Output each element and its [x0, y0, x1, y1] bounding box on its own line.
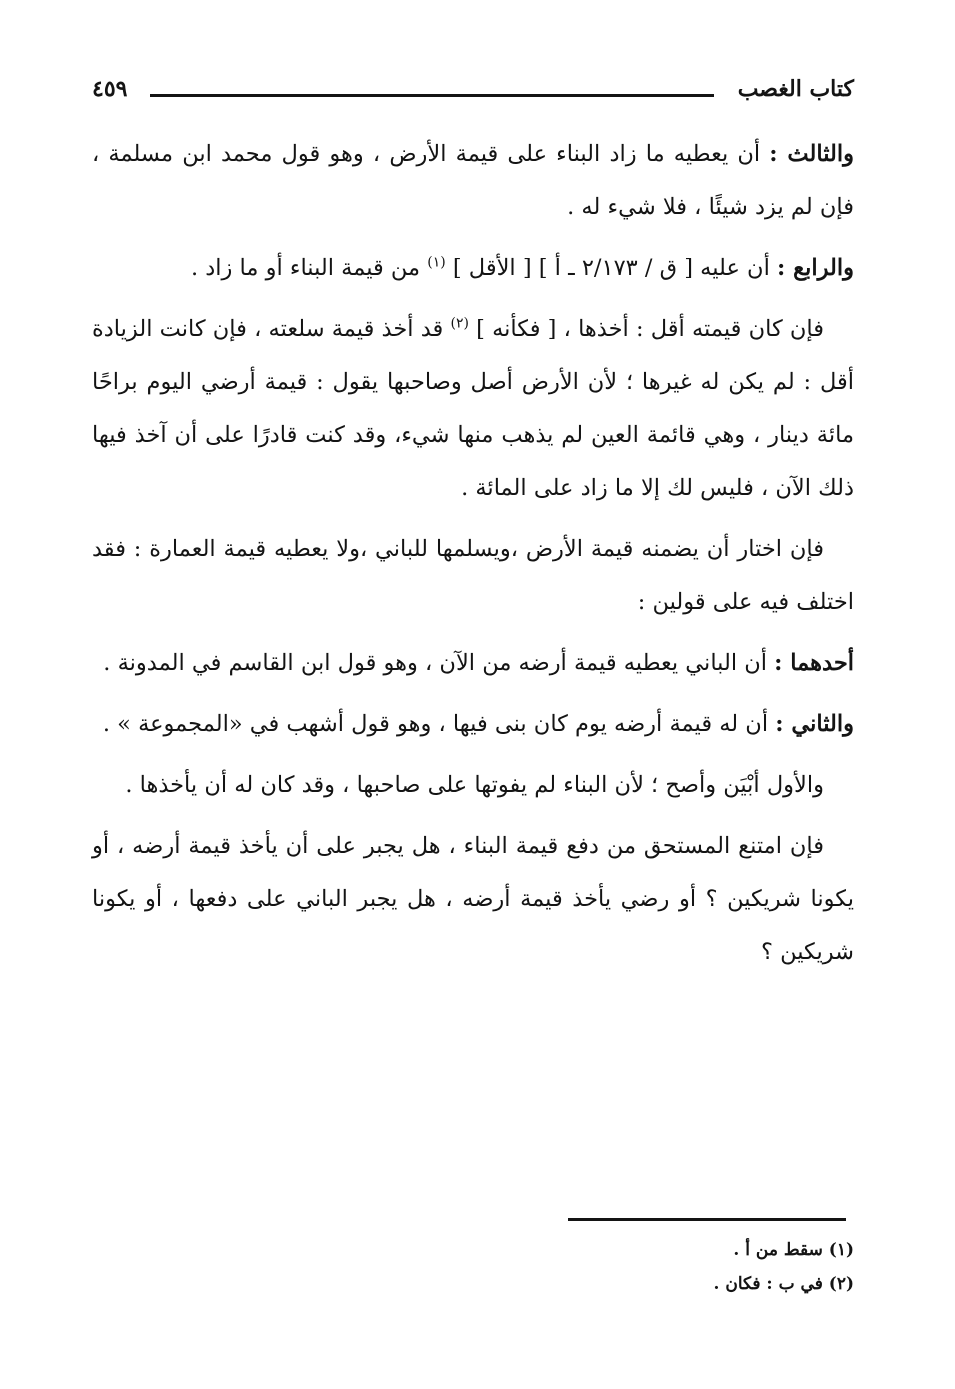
paragraph-text: أن الباني يعطيه قيمة أرضه من الآن ، وهو قول ابن القاسم في المدونة .	[103, 650, 775, 676]
footnote-reference[interactable]: (١)	[427, 254, 446, 271]
main-text	[92, 128, 854, 987]
paragraph-text: من قيمة البناء أو ما زاد .	[190, 255, 428, 281]
paragraph-first-view	[92, 637, 854, 690]
paragraph-preference	[92, 759, 854, 812]
footnote-rule	[568, 1218, 846, 1221]
page-number: ٤٥٩	[92, 76, 128, 102]
paragraph-land-guarantee	[92, 523, 854, 629]
chapter-title: كتاب الغصب	[737, 76, 854, 102]
paragraph-text: أن عليه [ ق / ٢/١٧٣ ـ أ ] [ الأقل ]	[445, 255, 777, 281]
paragraph-second-view	[92, 698, 854, 751]
paragraph-text: فإن اختار أن يضمنه قيمة الأرض ،ويسلمها للباني ،ولا يعطيه قيمة العمارة : فقد اختلف فيه على قولين :	[92, 536, 854, 615]
paragraph-refusal-question	[92, 820, 854, 979]
paragraph-text: قد أخذ قيمة سلعته ، فإن كانت الزيادة أقل : لم يكن له غيرها ؛ لأن الأرض أصل وصاحبها يقول : قيمة أرضي اليوم براحًا مائة دينار ، وهي قائمة العين لم يذهب منها شيء، وقد كنت قادرًا على أن آخذ فيها ذلك الآن ، فليس لك إلا ما زاد على المائة .	[92, 316, 854, 501]
header-rule	[150, 94, 714, 97]
paragraph-lead: أحدهما :	[774, 650, 854, 676]
paragraph-text: أن له قيمة أرضه يوم كان بنى فيها ، وهو قول أشهب في «المجموعة » .	[102, 711, 776, 737]
paragraph-text: والأول أبْيَن وأصح ؛ لأن البناء لم يفوتها على صاحبها ، وقد كان له أن يأخذها .	[125, 772, 824, 798]
footnotes	[92, 1218, 854, 1301]
paragraph-fourth-opinion	[92, 242, 854, 295]
paragraph-text: فإن كان قيمته أقل : أخذها ، [ فكأنه ]	[468, 316, 824, 342]
footnote-1: (١) سقط من أ .	[733, 1240, 854, 1260]
paragraph-third-opinion	[92, 128, 854, 234]
paragraph-text: فإن امتنع المستحق من دفع قيمة البناء ، هل يجبر على أن يأخذ قيمة أرضه ، أو يكونا شريكين ؟ أو رضي يأخذ قيمة أرضه ، هل يجبر الباني على دفعها ، أو يكونا شريكين ؟	[92, 833, 854, 965]
paragraph-lead: والثاني :	[775, 711, 854, 737]
footnote-reference[interactable]: (٢)	[450, 315, 469, 332]
footnote-2: (٢) في ب : فكان .	[713, 1274, 854, 1294]
paragraph-value-comparison	[92, 303, 854, 515]
paragraph-lead: والثالث :	[769, 141, 854, 167]
paragraph-text: أن يعطيه ما زاد البناء على قيمة الأرض ، وهو قول محمد ابن مسلمة ، فإن لم يزد شيئًا ، فلا شيء له .	[92, 141, 854, 220]
running-header	[92, 74, 854, 114]
paragraph-lead: والرابع :	[776, 255, 854, 281]
